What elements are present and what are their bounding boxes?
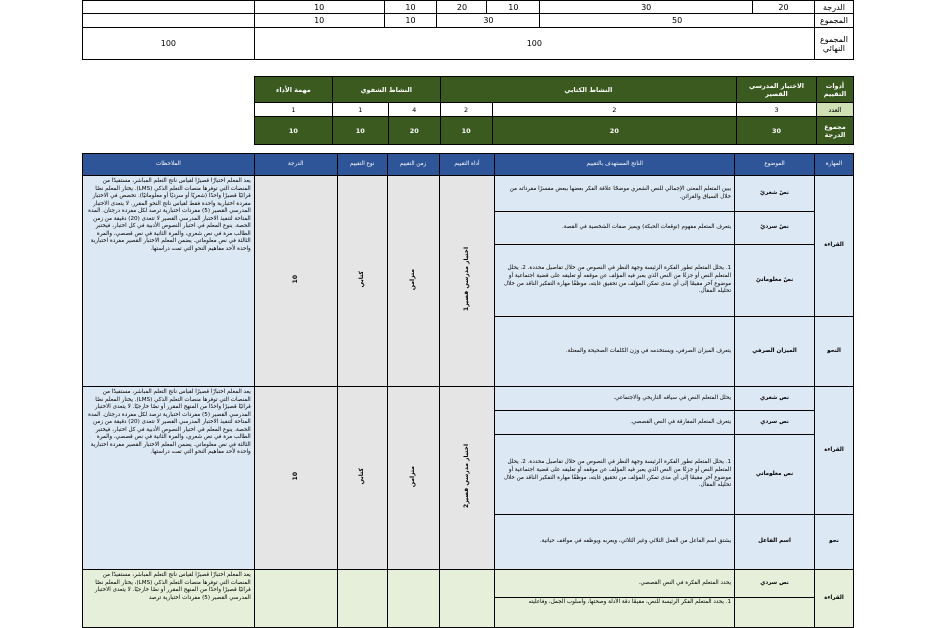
total-cell: 20 [492,117,737,145]
type-value [337,570,387,628]
outcome-cell: يتعرف الميزان الصرفي، ويستخدمه في وزن الكلمات الصحيحة والمعتلة. [495,317,735,387]
topic-cell: نص سردي [735,411,815,435]
grade-cell: 20 [437,1,487,14]
grade-value: 10 [254,387,337,570]
sum-cell: 30 [437,14,540,28]
count-cell: 1 [255,103,333,117]
assessment-tools-table [254,76,854,145]
skill-cell: القراءة [814,570,853,628]
topic-cell: نص سردي [735,570,815,598]
notes-cell: يعد المعلم اختبارًا قصيرًا لقياس ناتج التعلم المباشر، مستفيدًا من المنصات التي توفرها منصات التعلم الذكي (LMS). يختار المعلم نصًا قرائيًا قصيرًا واحدًا من المنهج المقرر أو نصًا خارجيًا. لا يتعدى الاختبار المدرسي القصير (5) مفردات اختبارية ترصد لكل مفردة درجتان. المدة المتاحة لتنفيذ الاختبار المدرسي القصير لا تتعدى (20) دقيقة من زمن الحصة. ينوع المعلم في اختيار النصوص الأدبية في كل اختبار، فيختبر الطالب مرة في نص شعري، والمرة الثانية في نص قصصي، والمرة الثالثة في نص معلوماتي. يضمن المعلم الاختبار القصير مفردة اختبارية واحدة لأحد مفاهيم النحو التي تمت دراستها. [83,387,255,570]
grade-header: الدرجة [254,154,337,176]
tool-header: أداة التقييم [439,154,495,176]
outcome-cell: يحدد المتعلم الفكرة في النص القصصي. [495,570,735,598]
count-cell: 1 [332,103,388,117]
written-header: النشاط الكتابي [440,77,736,103]
skill-cell: القراءة [814,176,853,317]
outcome-cell: 1. يحلل المتعلم تطور الفكرة الرئيسة وجهة النظر في النصوص من خلال تفاصيل محددة. 2. يحلل المتعلم النص أو جزءًا من النص الذي يعبر فيه المؤلف عن موقفه أو تعليقه على قضية اجتماعية أو موضوع آخر مقيمًا إلى أي مدى تمكن المؤلف من تحقيق غايته، موظفًا مهارة التفكير الناقد من خلال تحليله المقال. [495,245,735,317]
table-row [83,570,854,598]
total-cell: 10 [332,117,388,145]
outcome-cell: يبين المتعلم المعنى الإجمالي للنص الشعري موضحًا علاقة الفكر بعضها ببعض مفسرًا مفرداته من خلال السياق والقرائن. [495,176,735,212]
outcome-cell: يتعرف المتعلم مفهوم (توقعات الحبكة) ويميز صفات الشخصية في القصة. [495,212,735,245]
total-cell: 30 [737,117,817,145]
short-test-header: الاختبار المدرسي القصير [737,77,817,103]
notes-header: الملاحظات [83,154,255,176]
final-row [83,28,854,60]
topic-cell: نصٌ معلوماتيٌ [735,245,815,317]
outcome-cell: 1. يحدد المتعلم الفكر الرئيسة للنص، مقيمًا دقة الأدلة وصحتها، وأسلوب الجمل، وفاعليته [495,598,735,628]
topic-cell: الميزان الصرفي [735,317,815,387]
sum-row [83,14,854,28]
final-cell: 100 [83,28,255,60]
topic-cell [735,598,815,628]
grade-label: الدرجة [814,1,853,14]
time-value: متزامن [387,387,439,570]
notes-cell: يعد المعلم اختبارًا قصيرًا لقياس ناتج التعلم المباشر، مستفيدًا من المنصات التي توفرها منصات التعلم الذكي (LMS)، يختار المعلم نصًا قرائيًا قصيرًا واحدًا من المنهج المقرر أو نصًا خارجيًا. لا يتعدى الاختبار المدرسي القصير (5) مفردات اختبارية ترصد [83,570,255,628]
total-row [255,117,854,145]
plan-header-row [83,154,854,176]
tool-value: اختبار مدرسي قصير2 [439,387,495,570]
topic-cell: نص معلوماتي [735,435,815,515]
outcome-cell: يتعرف المتعلم المفارقة في النص القصصي. [495,411,735,435]
grade-row [83,1,854,14]
topic-header: الموضوع [735,154,815,176]
grades-table [82,0,854,60]
grade-cell: 20 [753,1,815,14]
grade-cell: 10 [254,1,384,14]
tool-value: اختبار مدرسي قصير1 [439,176,495,387]
total-cell: 10 [255,117,333,145]
grade-cell: 30 [540,1,753,14]
topic-cell: نصٌ سرديٌ [735,212,815,245]
outcome-cell: 1. يحلل المتعلم تطور الفكرة الرئيسة وجهة النظر في النصوص من خلال تفاصيل محددة. 2. يحلل المتعلم النص أو جزءًا من النص الذي يعبر فيه المؤلف عن موقفه أو تعليقه على قضية اجتماعية أو موضوع آخر مقيمًا إلى أي مدى تمكن المؤلف من تحقيق غايته، موظفًا مهارة التفكير الناقد من خلال تحليله المقال. [495,435,735,515]
outcome-cell: يشتق اسم الفاعل من الفعل الثلاثي وغير الثلاثي، ويعربه ويوظفه في مواقف حياتية. [495,515,735,570]
topic-cell: اسم الفاعل [735,515,815,570]
count-cell: 4 [388,103,440,117]
table-row [83,176,854,212]
skill-header: المهارة [814,154,853,176]
count-cell: 2 [440,103,492,117]
count-cell: 3 [737,103,817,117]
outcome-cell: يحلل المتعلم النص في سياقه التاريخي والاجتماعي. [495,387,735,411]
count-row [255,103,854,117]
topic-cell: نصٌ شعريٌ [735,176,815,212]
grade-cell: 10 [487,1,540,14]
grade-value: 10 [254,176,337,387]
assessment-plan-table [82,153,854,628]
sum-cell: 10 [254,14,384,28]
count-label: العدد [816,103,853,117]
final-cell: 100 [254,28,814,60]
time-header: زمن التقييم [387,154,439,176]
total-label: مجموع الدرجة [816,117,853,145]
time-value [387,570,439,628]
tool-value [439,570,495,628]
sum-cell: 10 [384,14,437,28]
outcome-header: الناتج المستهدف بالتقييم [495,154,735,176]
type-value: كتابي [337,176,387,387]
skill-cell: النحو [814,317,853,387]
total-cell: 10 [440,117,492,145]
skill-cell: القراءة [814,387,853,515]
sum-cell: 50 [540,14,815,28]
tools-header-row [255,77,854,103]
table-row [83,387,854,411]
time-value: متزامن [387,176,439,387]
task-header: مهمة الأداء [255,77,333,103]
type-header: نوع التقييم [337,154,387,176]
sum-label: المجموع [814,14,853,28]
total-cell: 20 [388,117,440,145]
tools-header: أدوات التقييم [816,77,853,103]
count-cell: 2 [492,103,737,117]
type-value: كتابي [337,387,387,570]
grade-value [254,570,337,628]
skill-cell: نحو [814,515,853,570]
topic-cell: نص شعري [735,387,815,411]
oral-header: النشاط الشفوي [332,77,440,103]
grade-cell: 10 [384,1,437,14]
notes-cell: يعد المعلم اختبارًا قصيرًا لقياس ناتج التعلم المباشر، مستفيدًا من المنصات التي توفرها منصات التعلم الذكي (LMS). يختار المعلم نصًا قرائيًا قصيرًا واحدًا (شعريًا أو سرديًا أو معلوماتيًا). تخصص في الاختبار مفردة اختبارية واحدة فقط لقياس ناتج النحو المقرر. لا يتعدى الاختبار المدرسي القصير (5) مفردات اختبارية ترصد لكل مفردة درجتان. المدة المتاحة لتنفيذ الاختبار المدرسي القصير لا تتعدى (20) دقيقة من زمن الحصة. ينوع المعلم في اختيار النصوص الأدبية في كل اختبار، فيختبر الطالب مرة في نص شعري، والمرة الثانية في نص قصصي، والمرة الثالثة في نص معلوماتي. يضمن المعلم الاختبار القصير مفردة اختبارية واحدة لأحد مفاهيم النحو التي تمت دراستها. [83,176,255,387]
final-label: المجموع النهائي [814,28,853,60]
